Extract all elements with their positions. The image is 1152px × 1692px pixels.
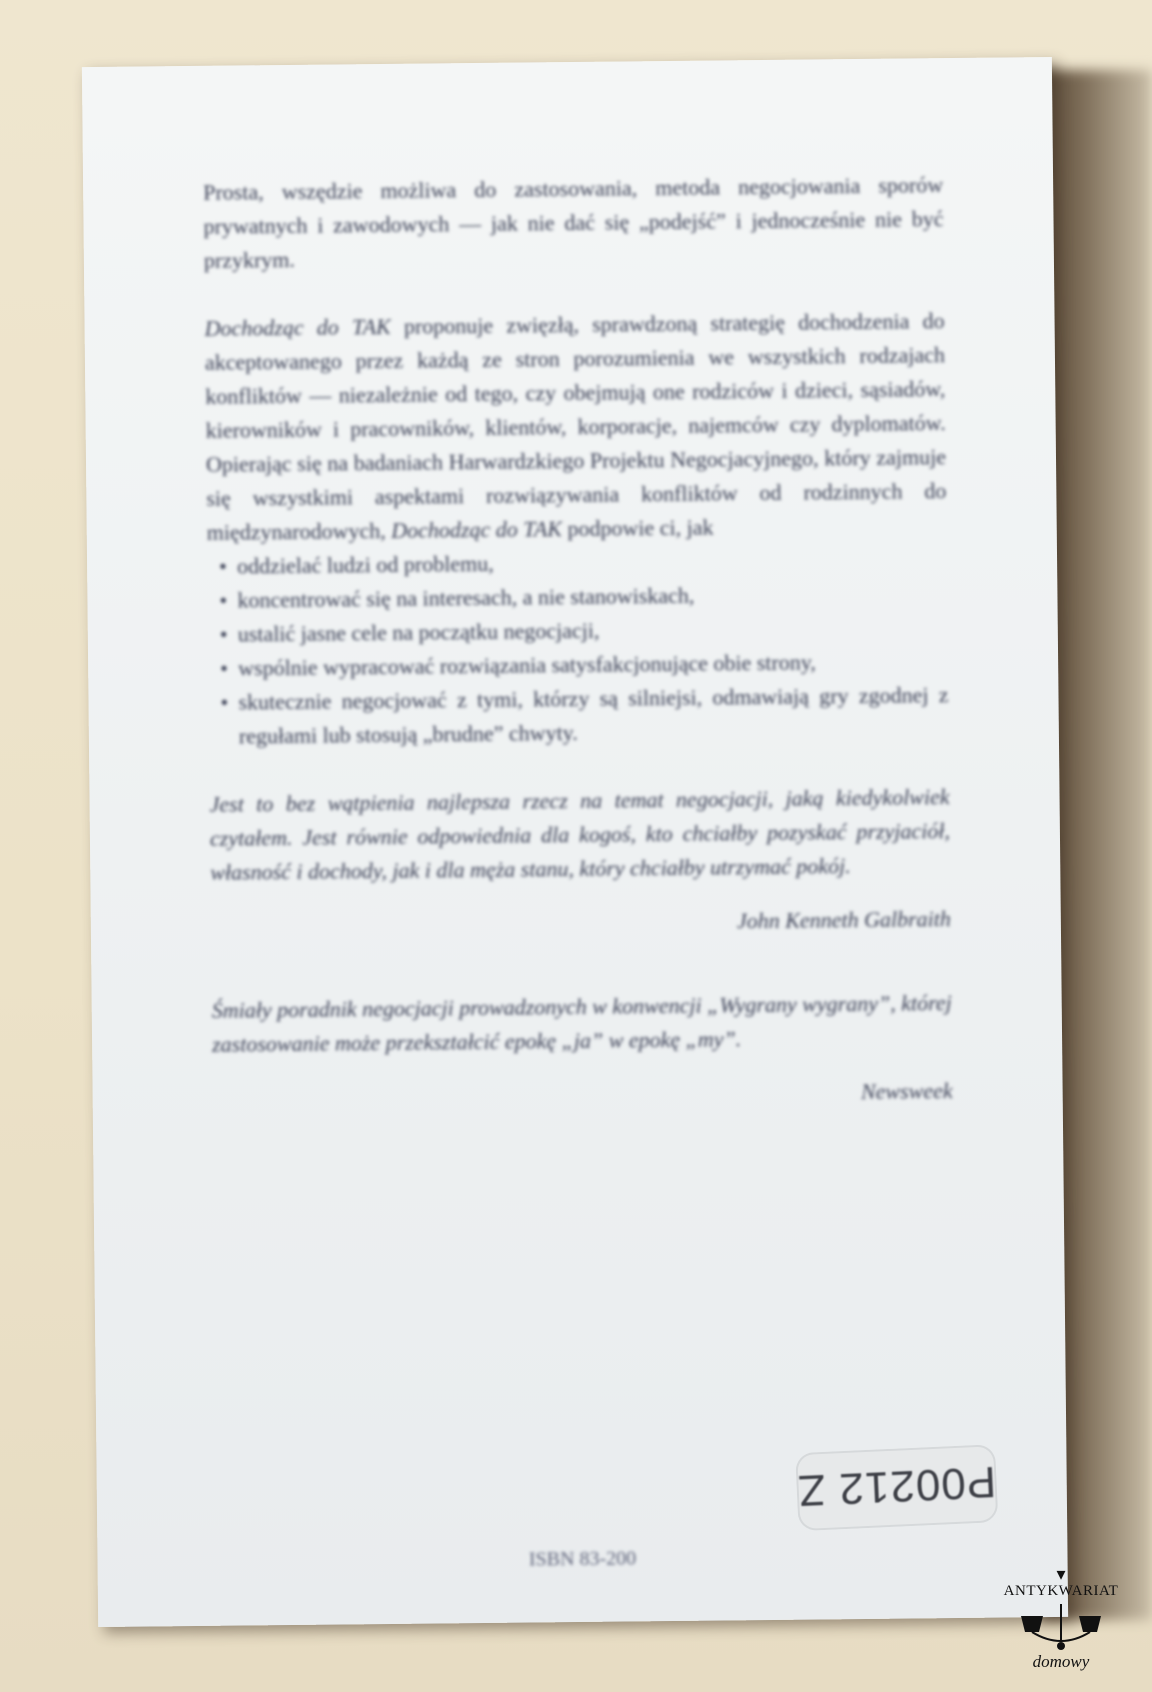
list-item: • wspólnie wypracować rozwiązania satysfakcjonujące obie strony, bbox=[208, 644, 948, 686]
intro-paragraph: Prosta, wszędzie możliwa do zastosowania, metoda negocjowania sporów prywatnych i zawodowych — jak nie dać się „podejść” i jednocześnie nie być przykrym. bbox=[203, 172, 944, 273]
quote-source: Newsweek bbox=[860, 1078, 953, 1105]
list-item: • ustalić jasne cele na początku negocjacji, bbox=[208, 610, 948, 652]
list-item: • koncentrować się na interesach, a nie stanowiskach, bbox=[207, 576, 947, 618]
logo-subtitle: domowy bbox=[1032, 1652, 1090, 1671]
description-tail: podpowie ci, jak bbox=[561, 514, 714, 542]
description-body: proponuje zwięzłą, sprawdzoną strategię dochodzenia do akceptowanego przez każdą ze stron porozumienia we wszystkich rodzajach konfliktów — niezależnie od tego, czy obejmują one rodziców i dzieci, sąsiadów, kierowników i pracowników, klientów, korporacje, najemców czy dyplomatów. Opierając się na badaniach Harwardzkiego Projektu Negocjacyjnego, który zajmuje się wszystkimi aspektami rozwiązywania konfliktów od rodzinnych do międzynarodowych, bbox=[204, 308, 947, 545]
book-title: Dochodząc do TAK bbox=[204, 313, 391, 341]
quote-author: John Kenneth Galbraith bbox=[736, 906, 951, 934]
logo-title: ANTYKWARIAT bbox=[1003, 1583, 1119, 1599]
crown-icon: ▾ bbox=[1056, 1564, 1066, 1584]
description-paragraph bbox=[204, 304, 946, 550]
isbn-label: ISBN 83-200 bbox=[528, 1547, 637, 1571]
list-item: • oddzielać ludzi od problemu, bbox=[207, 542, 947, 584]
list-item: • skutecznie negocjować z tymi, którzy są silniejsi, odmawiają gry zgodnej z regułami lub stosują „brudne” chwyty. bbox=[208, 678, 949, 754]
cover-text bbox=[203, 168, 953, 1166]
book-title-repeat: Dochodząc do TAK bbox=[391, 516, 563, 543]
lamp-icon bbox=[1011, 1602, 1111, 1654]
quote-galbraith: Jest to bez wątpienia najlepsza rzecz na temat negocjacji, jaką kiedykolwiek czytałem. Jest równie odpowiednia dla kogoś, kto chciałby pozyskać przyjaciół, własność i dochody, jak i dla męża stanu, który chciałby utrzymać pokój. bbox=[209, 784, 951, 885]
sticker-code: P00212 Z bbox=[796, 1457, 998, 1516]
bullet-list bbox=[207, 542, 949, 754]
antykwariat-logo bbox=[986, 1565, 1136, 1685]
quote-newsweek: Śmiały poradnik negocjacji prowadzonych w konwencji „Wygrany wygrany”, której zastosowanie może przekształcić epokę „ja” w epokę „my”. bbox=[211, 990, 952, 1057]
price-sticker bbox=[795, 1444, 998, 1531]
book-back-cover bbox=[82, 57, 1068, 1627]
